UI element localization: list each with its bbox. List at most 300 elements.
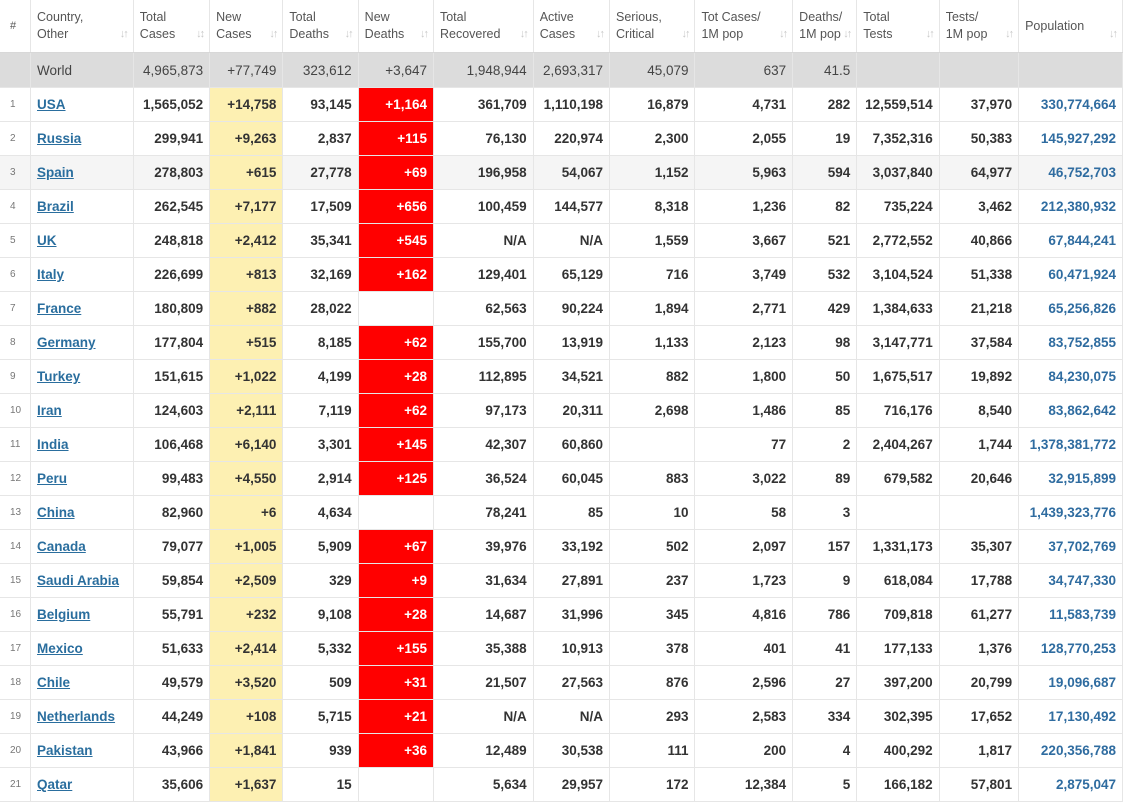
column-header-rank[interactable] bbox=[0, 0, 31, 53]
cell-population: 83,862,642 bbox=[1019, 394, 1123, 428]
column-header-label bbox=[863, 9, 892, 43]
cell-cases-per-1m: 3,667 bbox=[695, 224, 793, 258]
cell-total-tests: 12,559,514 bbox=[857, 88, 939, 122]
cell-rank: 5 bbox=[0, 224, 31, 258]
cell-cases-per-1m: 1,236 bbox=[695, 190, 793, 224]
cell-rank: 14 bbox=[0, 530, 31, 564]
table-row bbox=[0, 700, 1123, 734]
cell-new-cases: +14,758 bbox=[210, 88, 283, 122]
cell-new-cases: +7,177 bbox=[210, 190, 283, 224]
header-line-1: Active bbox=[539, 10, 574, 24]
column-header-new-deaths[interactable] bbox=[358, 0, 433, 53]
table-row bbox=[0, 768, 1123, 802]
cell-total-cases: 43,966 bbox=[133, 734, 209, 768]
cell-total-cases: 82,960 bbox=[133, 496, 209, 530]
cell-new-cases: +813 bbox=[210, 258, 283, 292]
cell-rank: 19 bbox=[0, 700, 31, 734]
cell-new-cases: +9,263 bbox=[210, 122, 283, 156]
cell-population: 46,752,703 bbox=[1019, 156, 1123, 190]
cell-total-cases: 124,603 bbox=[133, 394, 209, 428]
cell-total-cases: 35,606 bbox=[133, 768, 209, 802]
cell-cases-per-1m: 2,055 bbox=[695, 122, 793, 156]
cell-active-cases: 144,577 bbox=[533, 190, 609, 224]
column-header-active-cases[interactable] bbox=[533, 0, 609, 53]
cell-serious-critical: 172 bbox=[610, 768, 695, 802]
column-header-cases-per-1m[interactable] bbox=[695, 0, 793, 53]
column-header-label bbox=[799, 9, 842, 43]
header-row bbox=[0, 0, 1123, 53]
sort-arrows-icon[interactable]: ↓↑ bbox=[925, 28, 933, 40]
cell-total-tests: 7,352,316 bbox=[857, 122, 939, 156]
column-header-label bbox=[540, 9, 575, 43]
cell-total-deaths: 17,509 bbox=[283, 190, 358, 224]
country-link[interactable]: Chile bbox=[37, 675, 71, 690]
cell-new-cases: +232 bbox=[210, 598, 283, 632]
cell-total-cases: 44,249 bbox=[133, 700, 209, 734]
cell-tests-per-1m: 57,801 bbox=[939, 768, 1018, 802]
country-link[interactable]: India bbox=[37, 437, 69, 452]
cell-deaths-per-1m: 5 bbox=[793, 768, 857, 802]
column-header-new-cases[interactable] bbox=[210, 0, 283, 53]
cell-population: 17,130,492 bbox=[1019, 700, 1123, 734]
cell-deaths-per-1m: 2 bbox=[793, 428, 857, 462]
world-row bbox=[0, 53, 1123, 88]
cell-deaths-per-1m: 521 bbox=[793, 224, 857, 258]
cell-population: 65,256,826 bbox=[1019, 292, 1123, 326]
cell-new-deaths: +155 bbox=[358, 632, 433, 666]
cell-tests-per-1m: 17,788 bbox=[939, 564, 1018, 598]
cell-new-cases: +2,111 bbox=[210, 394, 283, 428]
cell-total-cases: 151,615 bbox=[133, 360, 209, 394]
cell-total-tests: 166,182 bbox=[857, 768, 939, 802]
cell-cases-per-1m: 2,097 bbox=[695, 530, 793, 564]
cell-total-deaths: 939 bbox=[283, 734, 358, 768]
table-row bbox=[0, 632, 1123, 666]
country-link[interactable]: USA bbox=[37, 97, 66, 112]
cell-active-cases: 54,067 bbox=[533, 156, 609, 190]
cell-total-cases: 248,818 bbox=[133, 224, 209, 258]
column-header-label bbox=[289, 9, 329, 43]
cell-deaths-per-1m: 282 bbox=[793, 88, 857, 122]
cell-total-recovered: 5,634 bbox=[433, 768, 533, 802]
cell-country bbox=[31, 156, 134, 190]
country-link[interactable]: Brazil bbox=[37, 199, 74, 214]
cell-cases-per-1m: 1,800 bbox=[695, 360, 793, 394]
cell-deaths-per-1m: 594 bbox=[793, 156, 857, 190]
cell-population: 220,356,788 bbox=[1019, 734, 1123, 768]
cell-cases-per-1m: 1,723 bbox=[695, 564, 793, 598]
cell-deaths-per-1m: 41.5 bbox=[793, 53, 857, 88]
cell-deaths-per-1m: 9 bbox=[793, 564, 857, 598]
cell-new-deaths: +145 bbox=[358, 428, 433, 462]
header-line-2: Recovered bbox=[439, 27, 501, 41]
cell-total-deaths: 4,634 bbox=[283, 496, 358, 530]
cell-cases-per-1m: 12,384 bbox=[695, 768, 793, 802]
cell-new-deaths bbox=[358, 768, 433, 802]
sort-arrows-icon[interactable]: ↓↑ bbox=[681, 28, 689, 40]
cell-new-deaths: +62 bbox=[358, 394, 433, 428]
cell-population: 1,439,323,776 bbox=[1019, 496, 1123, 530]
cell-active-cases: 33,192 bbox=[533, 530, 609, 564]
table-row bbox=[0, 394, 1123, 428]
cell-country bbox=[31, 326, 134, 360]
cell-total-deaths: 32,169 bbox=[283, 258, 358, 292]
cell-total-recovered: 42,307 bbox=[433, 428, 533, 462]
header-line-2: 1M pop bbox=[799, 27, 841, 41]
cell-active-cases: 2,693,317 bbox=[533, 53, 609, 88]
cell-new-cases: +108 bbox=[210, 700, 283, 734]
cell-population: 37,702,769 bbox=[1019, 530, 1123, 564]
cell-total-recovered: 21,507 bbox=[433, 666, 533, 700]
cell-rank: 2 bbox=[0, 122, 31, 156]
cell-active-cases: 29,957 bbox=[533, 768, 609, 802]
sort-arrows-icon[interactable]: ↓↑ bbox=[269, 28, 277, 40]
cell-active-cases: 220,974 bbox=[533, 122, 609, 156]
table-row bbox=[0, 598, 1123, 632]
cell-deaths-per-1m: 27 bbox=[793, 666, 857, 700]
cell-rank: 11 bbox=[0, 428, 31, 462]
cell-total-cases: 1,565,052 bbox=[133, 88, 209, 122]
cell-serious-critical: 45,079 bbox=[610, 53, 695, 88]
column-header-tests-per-1m[interactable] bbox=[939, 0, 1018, 53]
cell-country bbox=[31, 666, 134, 700]
column-header-label bbox=[365, 9, 405, 43]
sort-arrows-icon[interactable]: ↓↑ bbox=[596, 28, 603, 40]
cell-deaths-per-1m: 85 bbox=[793, 394, 857, 428]
country-link[interactable]: China bbox=[37, 505, 75, 520]
cell-total-recovered: 76,130 bbox=[433, 122, 533, 156]
cell-tests-per-1m bbox=[939, 496, 1018, 530]
cell-serious-critical: 882 bbox=[610, 360, 695, 394]
cell-population: 330,774,664 bbox=[1019, 88, 1123, 122]
country-link[interactable]: Netherlands bbox=[37, 709, 116, 724]
cell-rank: 17 bbox=[0, 632, 31, 666]
header-line-2: 1M pop bbox=[945, 27, 988, 41]
cell-total-deaths: 323,612 bbox=[283, 53, 358, 88]
cell-total-tests: 1,331,173 bbox=[857, 530, 939, 564]
country-link[interactable]: Mexico bbox=[37, 641, 83, 656]
table-row bbox=[0, 666, 1123, 700]
header-line-1: Total bbox=[863, 10, 890, 24]
sort-arrows-icon[interactable]: ↓↑ bbox=[344, 28, 352, 40]
sort-arrows-icon[interactable]: ↓↑ bbox=[779, 28, 787, 40]
column-header-label bbox=[37, 9, 83, 43]
cell-tests-per-1m: 51,338 bbox=[939, 258, 1018, 292]
cell-serious-critical: 293 bbox=[610, 700, 695, 734]
cell-rank: 13 bbox=[0, 496, 31, 530]
country-link[interactable]: Qatar bbox=[37, 777, 73, 792]
cell-deaths-per-1m: 4 bbox=[793, 734, 857, 768]
sort-arrows-icon[interactable]: ↓↑ bbox=[419, 28, 427, 40]
header-line-2: Cases bbox=[139, 27, 176, 41]
cell-active-cases: 90,224 bbox=[533, 292, 609, 326]
header-line-2: Cases bbox=[539, 27, 576, 41]
cell-total-cases: 226,699 bbox=[133, 258, 209, 292]
column-header-label bbox=[440, 9, 500, 43]
cell-new-deaths: +31 bbox=[358, 666, 433, 700]
cell-tests-per-1m: 20,799 bbox=[939, 666, 1018, 700]
cell-serious-critical: 876 bbox=[610, 666, 695, 700]
cell-serious-critical: 1,894 bbox=[610, 292, 695, 326]
cell-new-cases: +2,509 bbox=[210, 564, 283, 598]
cell-new-deaths bbox=[358, 292, 433, 326]
country-link[interactable]: Peru bbox=[37, 471, 68, 486]
cell-new-deaths: +67 bbox=[358, 530, 433, 564]
cell-tests-per-1m: 1,817 bbox=[939, 734, 1018, 768]
cell-total-deaths: 27,778 bbox=[283, 156, 358, 190]
cell-total-deaths: 509 bbox=[283, 666, 358, 700]
cell-total-tests: 1,675,517 bbox=[857, 360, 939, 394]
cell-country bbox=[31, 496, 134, 530]
cell-total-cases: 51,633 bbox=[133, 632, 209, 666]
cell-serious-critical: 2,300 bbox=[610, 122, 695, 156]
cell-total-tests: 618,084 bbox=[857, 564, 939, 598]
cell-tests-per-1m: 37,970 bbox=[939, 88, 1018, 122]
cell-total-recovered: 112,895 bbox=[433, 360, 533, 394]
cell-rank: 20 bbox=[0, 734, 31, 768]
cell-total-tests: 735,224 bbox=[857, 190, 939, 224]
cell-active-cases: 13,919 bbox=[533, 326, 609, 360]
cell-population bbox=[1019, 53, 1123, 88]
cell-country bbox=[31, 462, 134, 496]
cell-total-tests: 1,384,633 bbox=[857, 292, 939, 326]
cell-total-tests: 716,176 bbox=[857, 394, 939, 428]
cell-total-cases: 4,965,873 bbox=[133, 53, 209, 88]
table-body bbox=[0, 53, 1123, 802]
cell-cases-per-1m: 2,583 bbox=[695, 700, 793, 734]
cell-population: 1,378,381,772 bbox=[1019, 428, 1123, 462]
cell-cases-per-1m: 401 bbox=[695, 632, 793, 666]
sort-arrows-icon[interactable]: ↓↑ bbox=[1005, 28, 1013, 40]
cell-new-deaths: +69 bbox=[358, 156, 433, 190]
cell-country bbox=[31, 700, 134, 734]
sort-arrows-icon[interactable]: ↓↑ bbox=[843, 28, 851, 40]
header-line-1: Total bbox=[439, 10, 467, 24]
cell-active-cases: 27,891 bbox=[533, 564, 609, 598]
cell-total-recovered: 31,634 bbox=[433, 564, 533, 598]
cell-new-cases: +6,140 bbox=[210, 428, 283, 462]
cell-total-deaths: 35,341 bbox=[283, 224, 358, 258]
cell-rank: 3 bbox=[0, 156, 31, 190]
country-link[interactable]: Russia bbox=[37, 131, 82, 146]
cell-total-recovered: 14,687 bbox=[433, 598, 533, 632]
cell-tests-per-1m bbox=[939, 53, 1018, 88]
cell-serious-critical: 237 bbox=[610, 564, 695, 598]
cell-total-cases: 106,468 bbox=[133, 428, 209, 462]
cell-total-deaths: 8,185 bbox=[283, 326, 358, 360]
cell-total-recovered: 155,700 bbox=[433, 326, 533, 360]
cell-rank: 15 bbox=[0, 564, 31, 598]
cell-total-recovered: 1,948,944 bbox=[433, 53, 533, 88]
table-row bbox=[0, 258, 1123, 292]
column-header-deaths-per-1m[interactable] bbox=[793, 0, 857, 53]
cell-total-recovered: N/A bbox=[433, 224, 533, 258]
cell-cases-per-1m: 637 bbox=[695, 53, 793, 88]
cell-tests-per-1m: 35,307 bbox=[939, 530, 1018, 564]
cell-cases-per-1m: 2,596 bbox=[695, 666, 793, 700]
cell-total-cases: 49,579 bbox=[133, 666, 209, 700]
cell-total-deaths: 2,837 bbox=[283, 122, 358, 156]
country-link[interactable]: Belgium bbox=[37, 607, 91, 622]
cell-deaths-per-1m: 19 bbox=[793, 122, 857, 156]
table-row bbox=[0, 428, 1123, 462]
cell-active-cases: 20,311 bbox=[533, 394, 609, 428]
cell-serious-critical: 10 bbox=[610, 496, 695, 530]
cell-tests-per-1m: 1,376 bbox=[939, 632, 1018, 666]
sort-arrows-icon[interactable]: ↓↕ bbox=[196, 28, 204, 40]
cell-serious-critical: 16,879 bbox=[610, 88, 695, 122]
header-line-2: 1M pop bbox=[701, 27, 744, 41]
cell-rank: 18 bbox=[0, 666, 31, 700]
country-link[interactable]: UK bbox=[37, 233, 57, 248]
cell-new-deaths: +125 bbox=[358, 462, 433, 496]
header-line-1: Total bbox=[289, 10, 316, 24]
cell-total-cases: 278,803 bbox=[133, 156, 209, 190]
cell-country bbox=[31, 88, 134, 122]
table-row bbox=[0, 88, 1123, 122]
country-link[interactable]: Turkey bbox=[37, 369, 81, 384]
table-row bbox=[0, 156, 1123, 190]
cell-rank bbox=[0, 53, 31, 88]
country-link[interactable]: Iran bbox=[37, 403, 62, 418]
cell-new-deaths: +28 bbox=[358, 360, 433, 394]
cell-total-tests: 3,037,840 bbox=[857, 156, 939, 190]
cell-total-tests bbox=[857, 496, 939, 530]
cell-tests-per-1m: 3,462 bbox=[939, 190, 1018, 224]
cell-serious-critical: 883 bbox=[610, 462, 695, 496]
cell-active-cases: 60,045 bbox=[533, 462, 609, 496]
column-header-population[interactable] bbox=[1019, 0, 1123, 53]
cell-rank: 7 bbox=[0, 292, 31, 326]
cell-country bbox=[31, 122, 134, 156]
cell-total-deaths: 15 bbox=[283, 768, 358, 802]
header-line-1: New bbox=[364, 10, 390, 24]
cell-total-tests bbox=[857, 53, 939, 88]
country-link[interactable]: Saudi Arabia bbox=[37, 573, 120, 588]
cell-total-deaths: 9,108 bbox=[283, 598, 358, 632]
cell-serious-critical: 378 bbox=[610, 632, 695, 666]
cell-population: 83,752,855 bbox=[1019, 326, 1123, 360]
cell-population: 145,927,292 bbox=[1019, 122, 1123, 156]
column-header-serious-critical[interactable] bbox=[610, 0, 695, 53]
header-line-2: Deaths bbox=[289, 27, 329, 41]
cell-country bbox=[31, 768, 134, 802]
header-line-1: Population bbox=[1025, 18, 1085, 33]
cell-total-recovered: 129,401 bbox=[433, 258, 533, 292]
sort-arrows-icon[interactable]: ↓↑ bbox=[119, 28, 127, 40]
cell-total-deaths: 5,332 bbox=[283, 632, 358, 666]
country-link[interactable]: Pakistan bbox=[37, 743, 93, 758]
cell-population: 60,471,924 bbox=[1019, 258, 1123, 292]
header-line-1: Serious, bbox=[616, 10, 662, 24]
cell-total-deaths: 5,715 bbox=[283, 700, 358, 734]
cell-new-deaths: +3,647 bbox=[358, 53, 433, 88]
table-row bbox=[0, 564, 1123, 598]
cell-serious-critical: 345 bbox=[610, 598, 695, 632]
cell-new-cases: +2,412 bbox=[210, 224, 283, 258]
country-link[interactable]: Germany bbox=[37, 335, 96, 350]
cell-cases-per-1m: 5,963 bbox=[695, 156, 793, 190]
cell-total-cases: 59,854 bbox=[133, 564, 209, 598]
cell-cases-per-1m: 2,771 bbox=[695, 292, 793, 326]
cell-population: 212,380,932 bbox=[1019, 190, 1123, 224]
header-line-1: New bbox=[216, 10, 242, 24]
cell-active-cases: N/A bbox=[533, 224, 609, 258]
cell-deaths-per-1m: 157 bbox=[793, 530, 857, 564]
cell-new-cases: +882 bbox=[210, 292, 283, 326]
cell-total-cases: 55,791 bbox=[133, 598, 209, 632]
country-link[interactable]: Canada bbox=[37, 539, 86, 554]
cell-country bbox=[31, 224, 134, 258]
column-header-total-cases[interactable] bbox=[133, 0, 209, 53]
cell-new-deaths: +656 bbox=[358, 190, 433, 224]
cell-active-cases: 1,110,198 bbox=[533, 88, 609, 122]
cell-total-deaths: 329 bbox=[283, 564, 358, 598]
cell-cases-per-1m: 4,816 bbox=[695, 598, 793, 632]
cell-rank: 8 bbox=[0, 326, 31, 360]
table-row bbox=[0, 224, 1123, 258]
table-row bbox=[0, 292, 1123, 326]
sort-arrows-icon[interactable]: ↓↑ bbox=[519, 28, 527, 40]
cell-new-deaths: +545 bbox=[358, 224, 433, 258]
cell-country bbox=[31, 564, 134, 598]
column-header-total-recovered[interactable] bbox=[433, 0, 533, 53]
header-line-2: Tests bbox=[863, 27, 893, 41]
country-link[interactable]: Spain bbox=[37, 165, 74, 180]
country-link[interactable]: Italy bbox=[37, 267, 65, 282]
cell-deaths-per-1m: 98 bbox=[793, 326, 857, 360]
cell-total-deaths: 2,914 bbox=[283, 462, 358, 496]
cell-serious-critical: 8,318 bbox=[610, 190, 695, 224]
cell-country bbox=[31, 258, 134, 292]
cell-cases-per-1m: 3,022 bbox=[695, 462, 793, 496]
cell-country bbox=[31, 292, 134, 326]
cell-tests-per-1m: 19,892 bbox=[939, 360, 1018, 394]
cell-population: 11,583,739 bbox=[1019, 598, 1123, 632]
cell-new-cases: +1,637 bbox=[210, 768, 283, 802]
sort-arrows-icon[interactable]: ↓↑ bbox=[1109, 28, 1116, 40]
cell-total-deaths: 3,301 bbox=[283, 428, 358, 462]
header-line-1: Country, bbox=[37, 10, 84, 24]
cell-deaths-per-1m: 41 bbox=[793, 632, 857, 666]
cell-total-recovered: 100,459 bbox=[433, 190, 533, 224]
table-row bbox=[0, 530, 1123, 564]
cell-country bbox=[31, 734, 134, 768]
cell-tests-per-1m: 50,383 bbox=[939, 122, 1018, 156]
cell-cases-per-1m: 4,731 bbox=[695, 88, 793, 122]
cell-serious-critical bbox=[610, 428, 695, 462]
cell-total-tests: 3,104,524 bbox=[857, 258, 939, 292]
column-header-total-tests[interactable] bbox=[857, 0, 939, 53]
table-row bbox=[0, 462, 1123, 496]
cell-population: 128,770,253 bbox=[1019, 632, 1123, 666]
cell-total-tests: 177,133 bbox=[857, 632, 939, 666]
cell-serious-critical: 502 bbox=[610, 530, 695, 564]
column-header-country[interactable] bbox=[31, 0, 134, 53]
cell-total-deaths: 28,022 bbox=[283, 292, 358, 326]
cell-total-deaths: 7,119 bbox=[283, 394, 358, 428]
cell-population: 19,096,687 bbox=[1019, 666, 1123, 700]
column-header-total-deaths[interactable] bbox=[283, 0, 358, 53]
country-link[interactable]: France bbox=[37, 301, 82, 316]
cell-population: 2,875,047 bbox=[1019, 768, 1123, 802]
cell-new-cases: +1,022 bbox=[210, 360, 283, 394]
cell-tests-per-1m: 61,277 bbox=[939, 598, 1018, 632]
cell-new-deaths: +1,164 bbox=[358, 88, 433, 122]
cell-rank: 1 bbox=[0, 88, 31, 122]
cell-total-recovered: 97,173 bbox=[433, 394, 533, 428]
cell-cases-per-1m: 77 bbox=[695, 428, 793, 462]
